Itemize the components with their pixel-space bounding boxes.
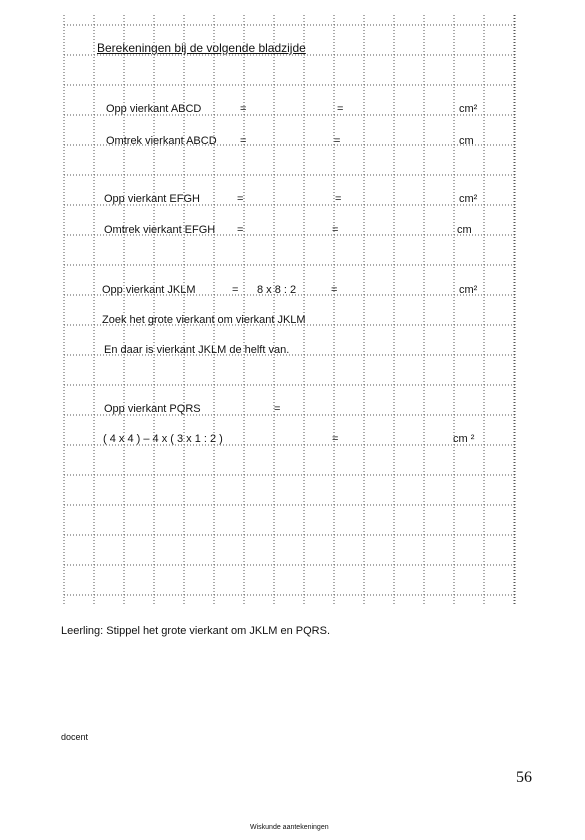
efgh-opp-unit: cm² — [459, 193, 478, 205]
jklm-opp-eq2: = — [331, 284, 338, 296]
page-title: Berekeningen bij de volgende bladzijde — [97, 41, 306, 55]
abcd-omtrek-eq1: = — [240, 135, 247, 147]
efgh-opp-eq2: = — [335, 193, 342, 205]
pqrs-opp-eq1: = — [274, 403, 281, 415]
abcd-omtrek-label: Omtrek vierkant ABCD — [106, 135, 217, 147]
efgh-omtrek-eq2: = — [332, 224, 339, 236]
pqrs-opp-label: Opp vierkant PQRS — [104, 403, 201, 415]
efgh-omtrek-eq1: = — [237, 224, 244, 236]
efgh-omtrek-unit: cm — [457, 224, 472, 236]
pqrs-calc-eq2: = — [332, 433, 339, 445]
efgh-omtrek-label: Omtrek vierkant EFGH — [104, 224, 216, 236]
efgh-opp-eq1: = — [237, 193, 244, 205]
abcd-opp-eq1: = — [240, 103, 247, 115]
docent-label: docent — [61, 732, 89, 742]
abcd-opp-unit: cm² — [459, 103, 478, 115]
efgh-opp-label: Opp vierkant EFGH — [104, 193, 200, 205]
page-number: 56 — [516, 769, 532, 786]
pqrs-calc-text: ( 4 x 4 ) – 4 x ( 3 x 1 : 2 ) — [103, 433, 223, 445]
jklm-opp-label: Opp vierkant JKLM — [102, 284, 196, 296]
jklm-opp-eq1: = — [232, 284, 239, 296]
abcd-omtrek-unit: cm — [459, 135, 474, 147]
abcd-opp-label: Opp vierkant ABCD — [106, 103, 202, 115]
abcd-omtrek-eq2: = — [334, 135, 341, 147]
pqrs-calc-unit: cm ² — [453, 433, 475, 445]
jklm-zoek-text: Zoek het grote vierkant om vierkant JKLM — [102, 314, 306, 326]
abcd-opp-eq2: = — [337, 103, 344, 115]
jklm-opp-calc: 8 x 8 : 2 — [257, 284, 297, 296]
page-footer: Wiskunde aantekeningen — [250, 824, 329, 831]
jklm-helft-text: En daar is vierkant JKLM de helft van. — [104, 344, 290, 356]
leerling-note: Leerling: Stippel het grote vierkant om JKLM en PQRS. — [61, 625, 331, 637]
jklm-opp-unit: cm² — [459, 284, 478, 296]
